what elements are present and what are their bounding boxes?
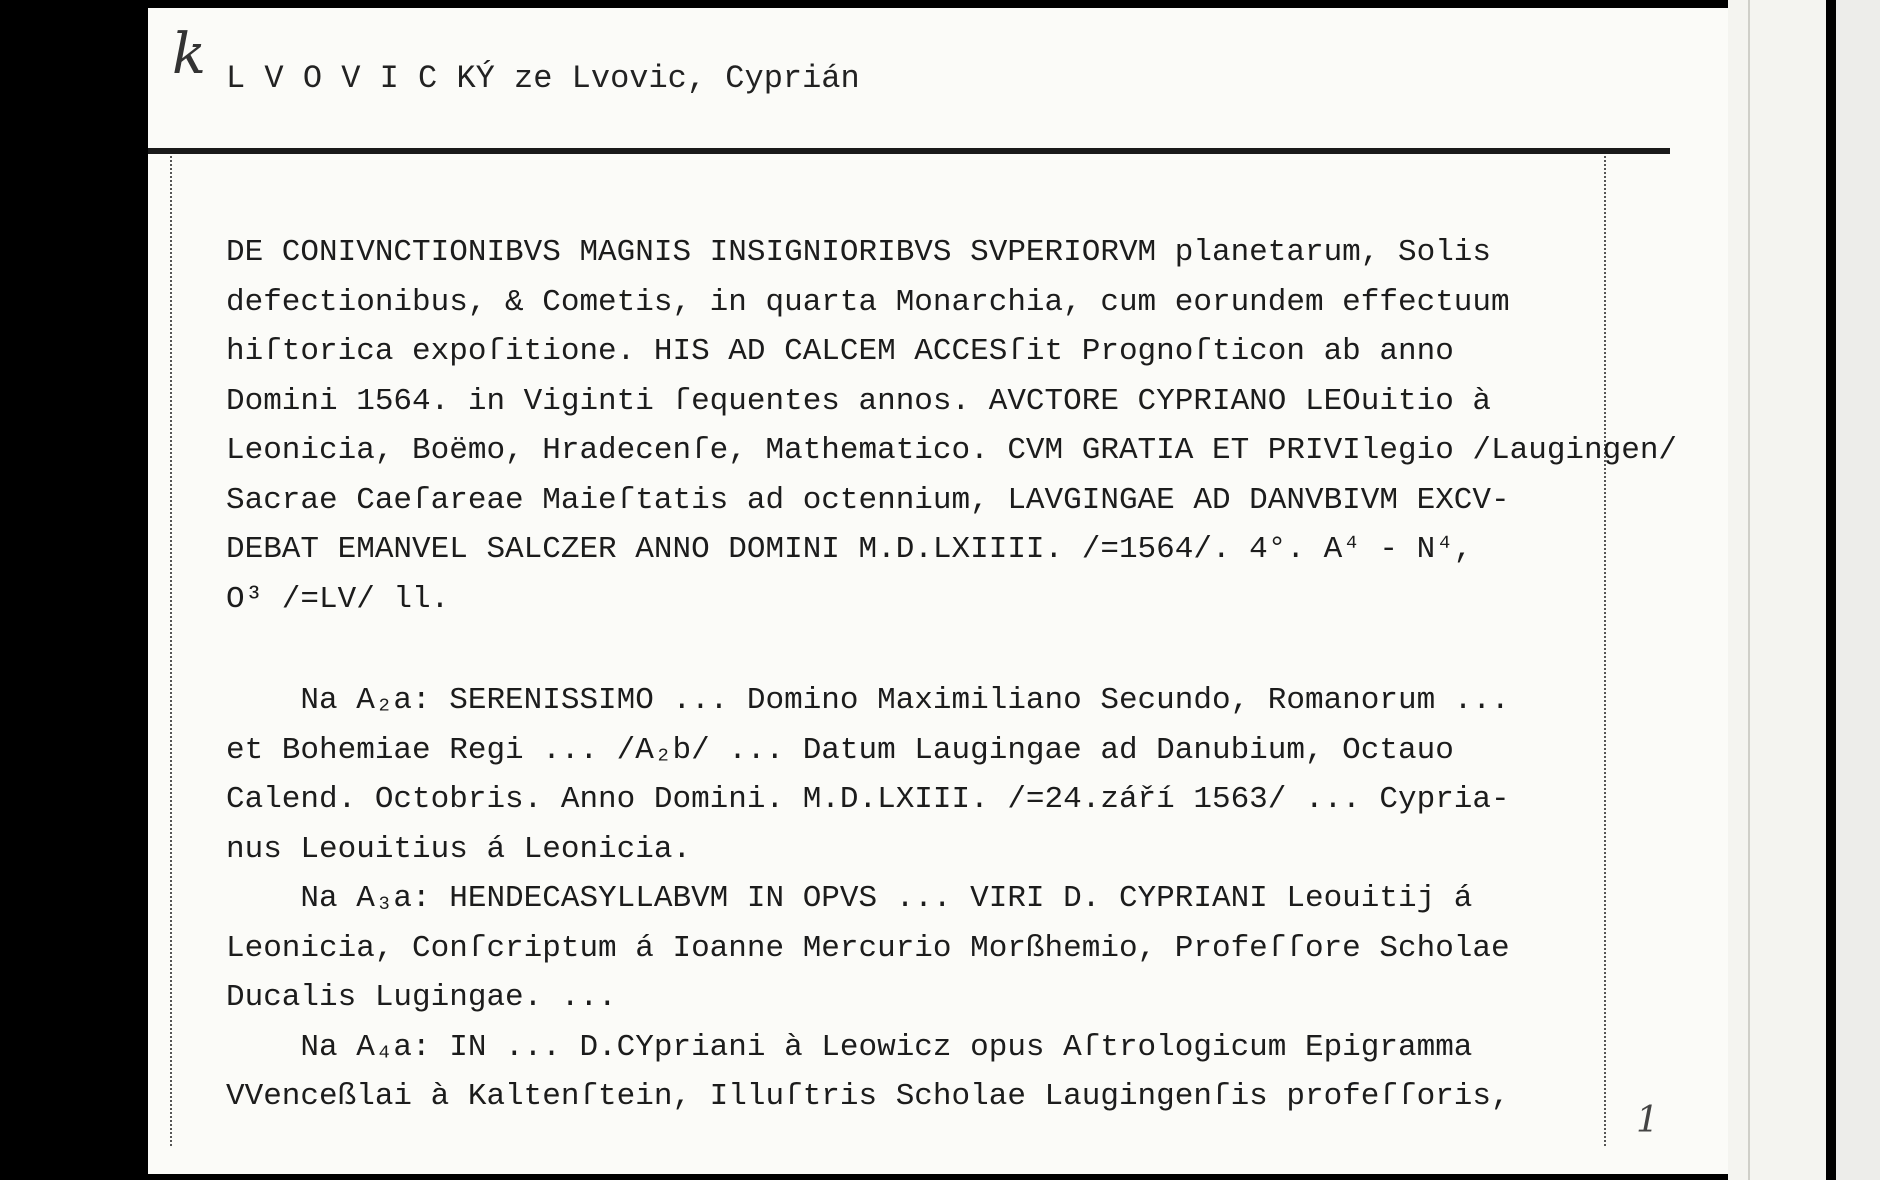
- text-line: DEBAT EMANVEL SALCZER ANNO DOMINI M.D.LXIIII. /=1564/. 4°. A⁴ - N⁴,: [226, 532, 1473, 567]
- notes-paragraph: [226, 676, 1602, 1122]
- text-line: DE CONIVNCTIONIBVS MAGNIS INSIGNIORIBVS SVPERIORVM planetarum, Solis: [226, 235, 1492, 270]
- paragraph-gap: [226, 624, 1602, 676]
- left-margin-line: [170, 156, 172, 1146]
- text-line: O³ /=LV/ ll.: [226, 581, 450, 617]
- right-margin-line: [1604, 156, 1606, 1146]
- text-line: et Bohemiae Regi ... /A₂b/ ... Datum Laugingae ad Danubium, Octauo: [226, 732, 1454, 768]
- text-line: Leonicia, Conſcriptum á Ioanne Mercurio Morßhemio, Profeſſore Scholae: [226, 930, 1510, 966]
- text-line: hiſtorica expoſitione. HIS AD CALCEM ACCESſit Prognoſticon ab anno: [226, 334, 1454, 369]
- heading-rule: [148, 148, 1670, 154]
- card-number: 1: [1636, 1100, 1659, 1141]
- text-line: Na A₄a: IN ... D.CYpriani à Leowicz opus Aſtrologicum Epigramma: [226, 1029, 1473, 1065]
- text-line: Calend. Octobris. Anno Domini. M.D.LXIII. /=24.září 1563/ ... Cypria-: [226, 782, 1510, 817]
- text-line: Na A₃a: HENDECASYLLABVM IN OPVS ... VIRI D. CYPRIANI Leouitij á: [226, 881, 1473, 916]
- text-line: Ducalis Lugingae. ...: [226, 980, 617, 1015]
- text-line: VVenceßlai à Kaltenſtein, Illuſtris Scholae Laugingenſis profeſſoris,: [226, 1079, 1510, 1114]
- scan-edge-strip: [1836, 0, 1880, 1180]
- text-line: Sacrae Caeſareae Maieſtatis ad octennium, LAVGINGAE AD DANVBIVM EXCV-: [226, 482, 1510, 518]
- scan-margin-strip: [1728, 0, 1826, 1180]
- card-body: [226, 228, 1678, 1122]
- text-line: Na A₂a: SERENISSIMO ... Domino Maximiliano Secundo, Romanorum ...: [226, 683, 1510, 718]
- scan-dark-band: [1826, 0, 1836, 1180]
- text-line: defectionibus, & Cometis, in quarta Monarchia, cum eorundem effectuum: [226, 284, 1510, 320]
- scan-margin-line: [1748, 0, 1750, 1180]
- handwritten-mark: k: [172, 22, 206, 87]
- text-line: Domini 1564. in Viginti ſequentes annos. AVCTORE CYPRIANO LEOuitio à: [226, 383, 1492, 419]
- title-paragraph: [226, 228, 1678, 624]
- text-line: nus Leouitius á Leonicia.: [226, 831, 692, 867]
- text-line: Leonicia, Boëmo, Hradecenſe, Mathematico. CVM GRATIA ET PRIVIlegio /Laugingen/: [226, 433, 1678, 468]
- card-heading: L V O V I C KÝ ze Lvovic, Cyprián: [226, 60, 860, 97]
